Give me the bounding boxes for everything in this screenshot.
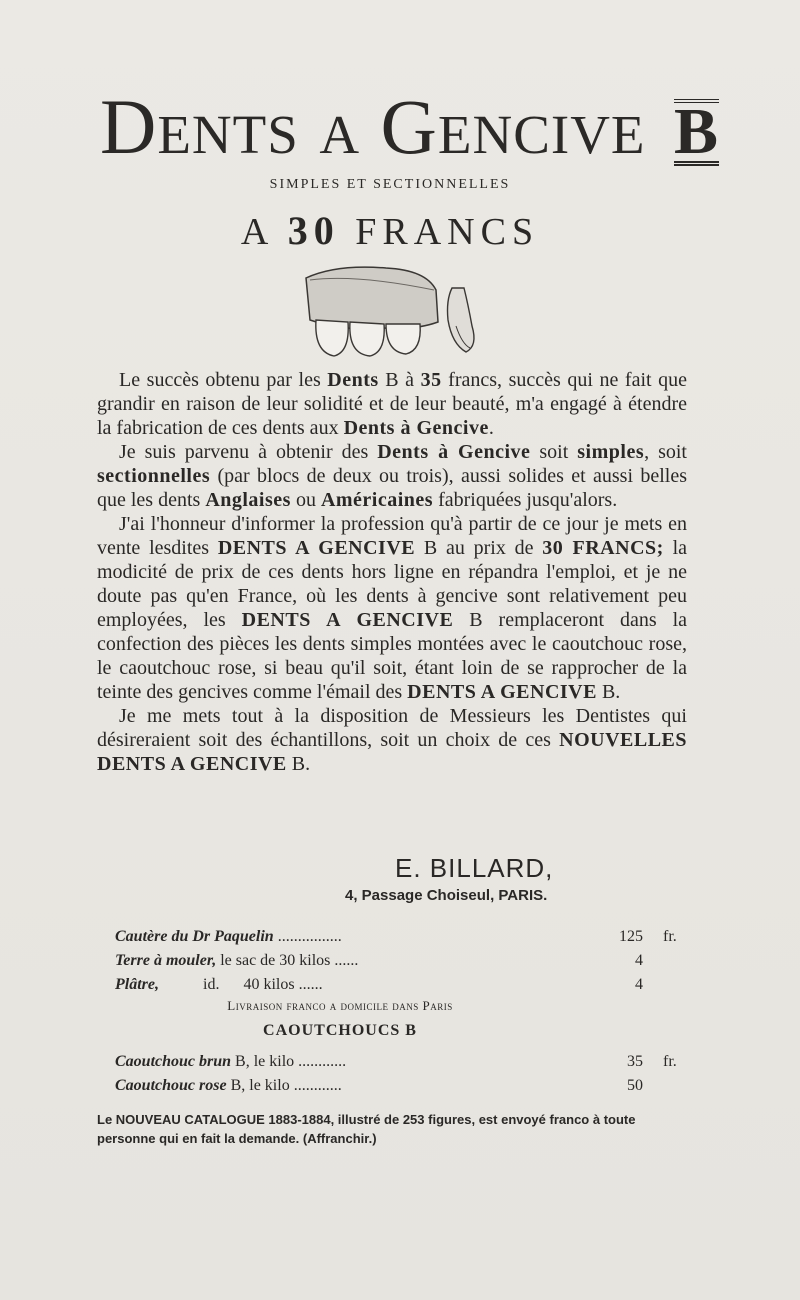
item-detail: id. 40 kilos ...... xyxy=(159,976,323,993)
emphasis-text: DENTS A GENCIVE xyxy=(241,609,454,631)
emphasis-text: Anglaises xyxy=(205,489,291,511)
item-name: Cautère du Dr Paquelin xyxy=(115,928,274,945)
signature: E. BILLARD, xyxy=(395,853,554,883)
delivery-note: Livraison franco a domicile dans Paris xyxy=(227,998,453,1013)
item-detail: B, le kilo ............ xyxy=(231,1053,347,1070)
item-name: Caoutchouc brun xyxy=(115,1053,232,1070)
headline-text: Dents a Gencive xyxy=(100,83,646,170)
emphasis-text: DENTS A GENCIVE xyxy=(217,537,416,559)
item-amount: 125 xyxy=(619,928,643,945)
paragraph: J'ai l'honneur d'informer la profession qu'à partir de ce jour je mets en vente lesdites DENTS A GENCIVE B au prix de 30 FRANCS; la modicité de prix de ces dents hors ligne en répandra l'emploi, et je ne doute pas qu'en France, où les dents à gencive sont relativement peu employées, les DENTS A GENCIVE B remplaceront dans la confection des pièces les dents simples montées avec le caoutchouc rose, le caoutchouc rose, si beau qu'il soit, étant loin de se rapprocher de la teinte des gencives comme l'émail des DENTS A GENCIVE B. xyxy=(97,513,688,703)
item-name: Plâtre, xyxy=(115,976,159,993)
price-headline xyxy=(0,208,780,255)
emphasis-text: 35 xyxy=(420,369,442,391)
subtitle: SIMPLES ET SECTIONNELLES xyxy=(269,177,511,192)
price-prefix: A xyxy=(240,211,273,253)
item-name: Terre à mouler, xyxy=(115,952,217,969)
brand-mark: B xyxy=(674,95,720,168)
emphasis-text: simples xyxy=(577,441,645,463)
price-number: 30 xyxy=(287,208,340,253)
price-suffix: FRANCS xyxy=(355,211,540,253)
emphasis-text: 30 FRANCS; xyxy=(542,537,664,559)
price-row xyxy=(115,925,685,949)
item-detail: B, le kilo ............ xyxy=(226,1077,342,1094)
dentures-illustration xyxy=(296,260,486,360)
paragraph: Je suis parvenu à obtenir des Dents à Gencive soit simples, soit sectionnelles (par blocs de deux ou trois), aussi solides et aussi belles que les dents Anglaises ou Américaines fabriquées jusqu'alors. xyxy=(97,441,687,511)
price-row xyxy=(115,1074,685,1098)
item-amount: 50 xyxy=(627,1077,643,1094)
emphasis-text: DENTS A GENCIVE xyxy=(407,681,597,703)
item-detail: le sac de 30 kilos ...... xyxy=(216,952,359,969)
price-row xyxy=(115,973,685,997)
item-unit: fr. xyxy=(663,928,677,945)
item-name: Caoutchouc rose xyxy=(115,1077,227,1094)
paragraph: Je me mets tout à la disposition de Messieurs les Dentistes qui désireraient soit des échantillons, soit un choix de ces NOUVELLES DENTS A GENCIVE B. xyxy=(97,705,687,775)
item-amount: 4 xyxy=(635,976,643,993)
item-amount: 35 xyxy=(627,1053,643,1070)
address: 4, Passage Choiseul, PARIS. xyxy=(345,887,548,904)
paragraph: Le succès obtenu par les Dents B à 35 francs, succès qui ne fait que grandir en raison de leur solidité et de leur beauté, m'a engagé à étendre la fabrication de ces dents aux Dents à Gencive. xyxy=(97,369,688,439)
price-row xyxy=(115,1050,685,1074)
emphasis-text: Dents à Gencive xyxy=(377,441,531,463)
caoutchoucs-title: CAOUTCHOUCS B xyxy=(263,1022,417,1039)
item-amount: 4 xyxy=(635,952,643,969)
item-unit: fr. xyxy=(663,1053,677,1070)
catalogue-note: Le NOUVEAU CATALOGUE 1883-1884, illustré de 253 figures, est envoyé franco à toute personne qui en fait la demande. (Affranchir.) xyxy=(97,1112,636,1146)
emphasis-text: Américaines xyxy=(320,489,434,511)
caoutchoucs-list xyxy=(115,1050,685,1098)
headline xyxy=(100,82,720,172)
emphasis-text: Dents à Gencive xyxy=(343,417,489,439)
price-row xyxy=(115,949,685,973)
emphasis-text: Dents xyxy=(327,369,379,391)
emphasis-text: NOUVELLES DENTS A GENCIVE xyxy=(97,729,687,775)
body-text xyxy=(97,368,687,776)
emphasis-text: sectionnelles xyxy=(97,465,211,487)
price-list xyxy=(115,925,685,997)
item-detail: ................ xyxy=(273,928,342,945)
